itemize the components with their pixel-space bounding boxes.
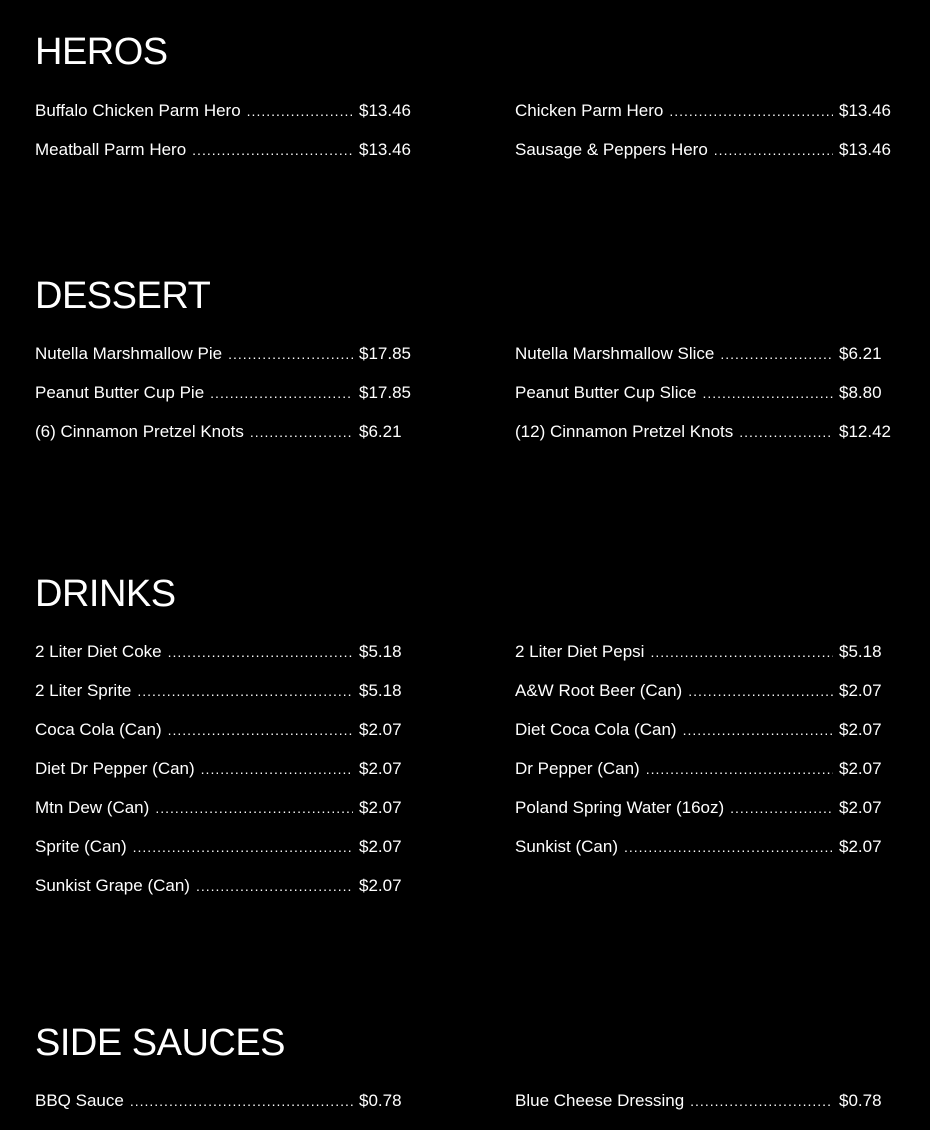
menu-item[interactable]	[35, 798, 415, 837]
item-name: (6) Cinnamon Pretzel Knots	[35, 422, 244, 441]
item-price: $12.42	[839, 422, 891, 441]
item-name: 2 Liter Diet Pepsi	[515, 642, 645, 661]
item-name: Sprite (Can)	[35, 837, 127, 856]
section-title: SIDE SAUCES	[35, 1022, 286, 1064]
dot-leader	[247, 103, 353, 119]
section-side-sauces	[35, 1021, 895, 1130]
item-price: $13.46	[359, 101, 411, 120]
menu-items	[35, 642, 895, 915]
dot-leader	[702, 385, 833, 401]
dot-leader	[228, 346, 353, 362]
item-price: $2.07	[839, 720, 882, 739]
dot-leader	[690, 1093, 833, 1109]
item-price: $13.46	[359, 140, 411, 159]
item-price: $6.21	[839, 344, 882, 363]
dot-leader	[130, 1093, 353, 1109]
menu-item[interactable]	[35, 383, 415, 422]
menu-item[interactable]	[35, 876, 415, 915]
dot-leader	[730, 800, 833, 816]
item-name: Sunkist (Can)	[515, 837, 618, 856]
item-price: $2.07	[839, 837, 882, 856]
dot-leader	[196, 878, 353, 894]
dot-leader	[720, 346, 833, 362]
item-price: $2.07	[359, 759, 402, 778]
item-name: Poland Spring Water (16oz)	[515, 798, 725, 817]
menu-item[interactable]	[515, 720, 895, 759]
menu-item[interactable]	[515, 140, 895, 179]
item-price: $2.07	[359, 720, 402, 739]
item-name: Dr Pepper (Can)	[515, 759, 640, 778]
menu-item[interactable]	[35, 642, 415, 681]
item-name: Nutella Marshmallow Pie	[35, 344, 223, 363]
menu-item[interactable]	[515, 759, 895, 798]
dot-leader	[739, 424, 833, 440]
item-name: Blue Cheese Dressing	[515, 1091, 685, 1110]
item-price: $13.46	[839, 140, 891, 159]
dot-leader	[646, 761, 833, 777]
dot-leader	[714, 142, 833, 158]
item-price: $17.85	[359, 344, 411, 363]
item-price: $2.07	[359, 837, 402, 856]
dot-leader	[133, 839, 353, 855]
dot-leader	[168, 722, 353, 738]
item-price: $2.07	[839, 681, 882, 700]
section-title: HEROS	[35, 31, 168, 73]
menu-items	[35, 101, 895, 179]
item-name: Coca Cola (Can)	[35, 720, 162, 739]
item-name: Meatball Parm Hero	[35, 140, 187, 159]
item-name: Nutella Marshmallow Slice	[515, 344, 715, 363]
menu-item[interactable]	[515, 383, 895, 422]
item-name: Diet Dr Pepper (Can)	[35, 759, 195, 778]
item-name: Diet Coca Cola (Can)	[515, 720, 677, 739]
dot-leader	[137, 683, 353, 699]
item-name: A&W Root Beer (Can)	[515, 681, 683, 700]
dot-leader	[650, 644, 833, 660]
item-price: $5.18	[359, 642, 402, 661]
menu-item[interactable]	[35, 344, 415, 383]
menu-item[interactable]	[515, 1091, 895, 1130]
section-title: DRINKS	[35, 573, 176, 615]
menu-items	[35, 1091, 895, 1130]
dot-leader	[155, 800, 353, 816]
item-name: 2 Liter Sprite	[35, 681, 132, 700]
dot-leader	[624, 839, 833, 855]
item-name: Chicken Parm Hero	[515, 101, 664, 120]
dot-leader	[168, 644, 353, 660]
menu-item[interactable]	[515, 681, 895, 720]
item-name: BBQ Sauce	[35, 1091, 124, 1110]
menu-item[interactable]	[35, 837, 415, 876]
item-price: $2.07	[839, 798, 882, 817]
item-name: Mtn Dew (Can)	[35, 798, 150, 817]
menu-item[interactable]	[35, 140, 415, 179]
menu-item[interactable]	[35, 759, 415, 798]
item-name: (12) Cinnamon Pretzel Knots	[515, 422, 734, 441]
item-price: $17.85	[359, 383, 411, 402]
item-price: $5.18	[839, 642, 882, 661]
item-name: Peanut Butter Cup Pie	[35, 383, 205, 402]
item-name: Sausage & Peppers Hero	[515, 140, 708, 159]
menu-item[interactable]	[35, 720, 415, 759]
menu-item[interactable]	[35, 101, 415, 140]
dot-leader	[250, 424, 353, 440]
dot-leader	[201, 761, 353, 777]
item-price: $2.07	[359, 798, 402, 817]
dot-leader	[669, 103, 833, 119]
item-name: Peanut Butter Cup Slice	[515, 383, 697, 402]
dot-leader	[210, 385, 353, 401]
item-price: $2.07	[839, 759, 882, 778]
item-price: $6.21	[359, 422, 402, 441]
item-price: $0.78	[359, 1091, 402, 1110]
menu-item[interactable]	[35, 681, 415, 720]
dot-leader	[192, 142, 353, 158]
item-name: Sunkist Grape (Can)	[35, 876, 190, 895]
item-name: 2 Liter Diet Coke	[35, 642, 162, 661]
dot-leader	[683, 722, 833, 738]
item-price: $5.18	[359, 681, 402, 700]
menu-item[interactable]	[515, 642, 895, 681]
section-title: DESSERT	[35, 275, 211, 317]
menu-item[interactable]	[35, 1091, 415, 1130]
section-dessert	[35, 274, 895, 461]
menu-item[interactable]	[515, 837, 895, 876]
item-price: $8.80	[839, 383, 882, 402]
item-price: $2.07	[359, 876, 402, 895]
menu-item[interactable]	[515, 101, 895, 140]
menu-item[interactable]	[515, 344, 895, 383]
section-heros	[35, 30, 895, 179]
dot-leader	[688, 683, 833, 699]
menu-item[interactable]	[35, 422, 415, 461]
item-price: $13.46	[839, 101, 891, 120]
menu-item[interactable]	[515, 422, 895, 461]
section-drinks	[35, 572, 895, 915]
item-price: $0.78	[839, 1091, 882, 1110]
menu-item[interactable]	[515, 798, 895, 837]
item-name: Buffalo Chicken Parm Hero	[35, 101, 241, 120]
menu-items	[35, 344, 895, 461]
